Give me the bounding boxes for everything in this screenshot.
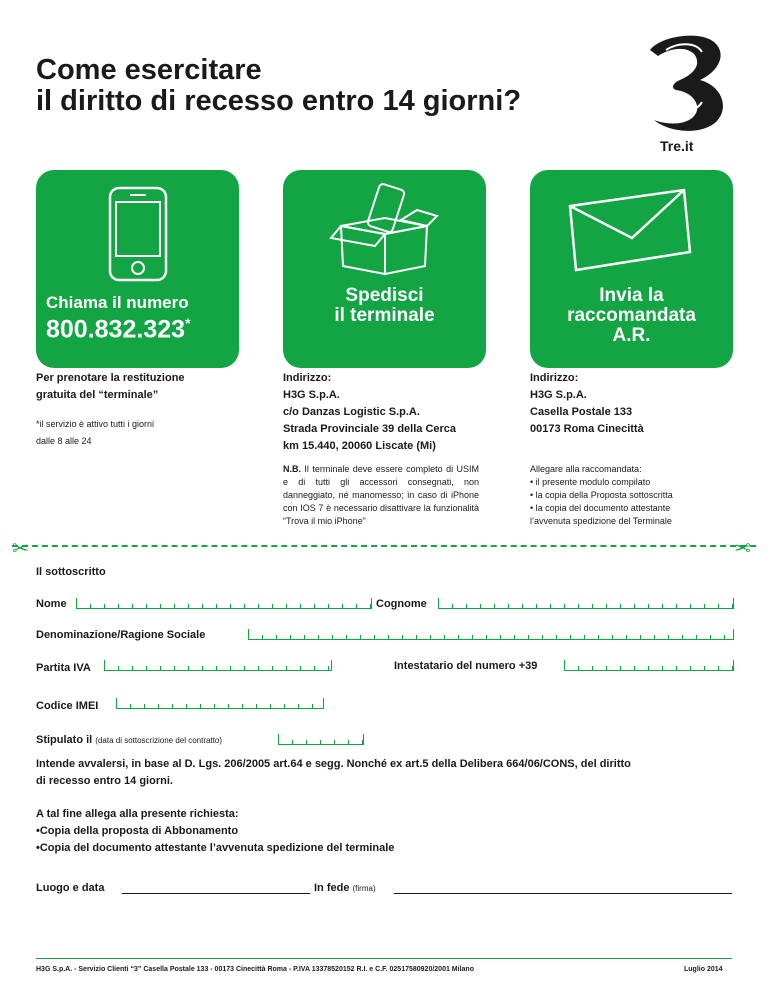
call-instructions	[36, 370, 185, 448]
col2-line-4: Strada Provinciale 39 della Cerca	[283, 423, 457, 435]
attachments-title: A tal fine allega alla presente richiesta:	[36, 808, 239, 820]
attachments	[36, 806, 394, 857]
col3-line-3: Casella Postale 133	[530, 406, 633, 418]
tre-logo-icon	[630, 28, 740, 138]
mail-line-3: A.R.	[612, 325, 651, 346]
mail-line-2: raccomandata	[567, 305, 696, 326]
denominazione-field[interactable]	[248, 629, 734, 640]
cut-line	[12, 545, 756, 548]
declaration-line-2: di recesso entro 14 giorni.	[36, 775, 173, 787]
ship-line-1: Spedisci	[345, 285, 424, 306]
col1-line-1: Per prenotare la restituzione	[36, 372, 185, 384]
col3-line-1: Indirizzo:	[530, 372, 579, 384]
col3-line-2: H3G S.p.A.	[530, 389, 587, 401]
call-number[interactable]	[46, 315, 190, 344]
number-asterisk: *	[185, 315, 191, 331]
col1-line-2: gratuita del “terminale”	[36, 389, 159, 401]
ship-card	[283, 170, 486, 368]
col2-line-5: km 15.440, 20060 Liscate (Mi)	[283, 440, 436, 452]
intestatario-label: Intestatario del numero +39	[394, 660, 538, 672]
col3-note-2: • il presente modulo compilato	[530, 477, 651, 487]
attachment-item-2: •Copia del documento attestante l’avvenuta spedizione del terminale	[36, 842, 395, 854]
footer-date: Luglio 2014	[684, 966, 723, 973]
firma-field[interactable]	[394, 893, 732, 894]
stipulato-label	[36, 734, 222, 746]
cognome-label: Cognome	[376, 598, 427, 610]
mail-address	[530, 370, 644, 438]
mail-line-1: Invia la	[599, 285, 664, 306]
page-title	[36, 55, 521, 117]
col2-line-1: Indirizzo:	[283, 372, 332, 384]
col3-note-5: l’avvenuta spedizione del Terminale	[530, 516, 672, 526]
fede-text: In fede	[314, 882, 350, 894]
scissors-right-icon: ✂	[734, 538, 751, 560]
mail-card	[530, 170, 733, 368]
intestatario-field[interactable]	[564, 660, 734, 671]
declaration-line-1: Intende avvalersi, in base al D. Lgs. 206/2005 art.64 e segg. Nonché ex art.5 della Delibera 664/06/CONS, del diritto	[36, 758, 631, 770]
call-label: Chiama il numero	[46, 293, 189, 312]
luogo-label: Luogo e data	[36, 882, 105, 894]
partita-iva-label: Partita IVA	[36, 662, 91, 674]
col3-note-4: • la copia del documento attestante	[530, 503, 671, 513]
col1-note-1: *il servizio è attivo tutti i giorni	[36, 419, 155, 429]
call-card	[36, 170, 239, 368]
title-line-1: Come esercitare	[36, 54, 262, 86]
col3-note-1: Allegare alla raccomandata:	[530, 464, 642, 474]
box-with-phone-icon	[329, 182, 439, 278]
phone-number[interactable]: 800.832.323	[46, 315, 186, 344]
cognome-field[interactable]	[438, 598, 734, 609]
imei-field[interactable]	[116, 698, 324, 709]
footer-text: H3G S.p.A. - Servizio Clienti “3” Casella Postale 133 - 00173 Cinecittà Roma - P.IVA 13378520152 R.I. e C.F. 02517580920/2001 Milano	[36, 966, 474, 973]
nome-field[interactable]	[76, 598, 372, 609]
footer-divider	[36, 958, 732, 959]
stipulato-text: Stipulato il	[36, 734, 93, 746]
envelope-icon	[566, 186, 694, 274]
firma-note: (firma)	[352, 884, 376, 893]
ship-address	[283, 370, 456, 455]
nome-label: Nome	[36, 598, 67, 610]
imei-label: Codice IMEI	[36, 700, 99, 712]
nb-text: Il terminale deve essere completo di USIM e di tutti gli accessori consegnati, non danneggiato, né manomesso; in caso di iPhone con IOS 7 è necessario disattivare la funzionalità “Trova il mio iPhone”	[283, 464, 479, 526]
col1-note-2: dalle 8 alle 24	[36, 436, 92, 446]
ship-line-2: il terminale	[334, 305, 435, 326]
declaration	[36, 756, 631, 790]
nb-label: N.B.	[283, 464, 301, 474]
form-heading: Il sottoscritto	[36, 566, 106, 578]
col2-line-2: H3G S.p.A.	[283, 389, 340, 401]
col2-line-3: c/o Danzas Logistic S.p.A.	[283, 406, 420, 418]
smartphone-icon	[108, 186, 168, 282]
stipulato-note: (data di sottoscrizione del contratto)	[95, 736, 223, 745]
ship-note	[283, 463, 479, 528]
title-line-2: il diritto di recesso entro 14 giorni?	[36, 85, 522, 117]
luogo-field[interactable]	[122, 893, 310, 894]
logo-label: Tre.it	[660, 138, 694, 154]
col3-line-4: 00173 Roma Cinecittà	[530, 423, 644, 435]
col3-note-3: • la copia della Proposta sottoscritta	[530, 490, 673, 500]
attachment-item-1: •Copia della proposta di Abbonamento	[36, 825, 239, 837]
denominazione-label: Denominazione/Ragione Sociale	[36, 629, 206, 641]
stipulato-date-field[interactable]	[278, 734, 364, 745]
scissors-left-icon: ✂	[12, 538, 29, 560]
mail-note	[530, 463, 726, 528]
fede-label	[314, 882, 376, 894]
partita-iva-field[interactable]	[104, 660, 332, 671]
